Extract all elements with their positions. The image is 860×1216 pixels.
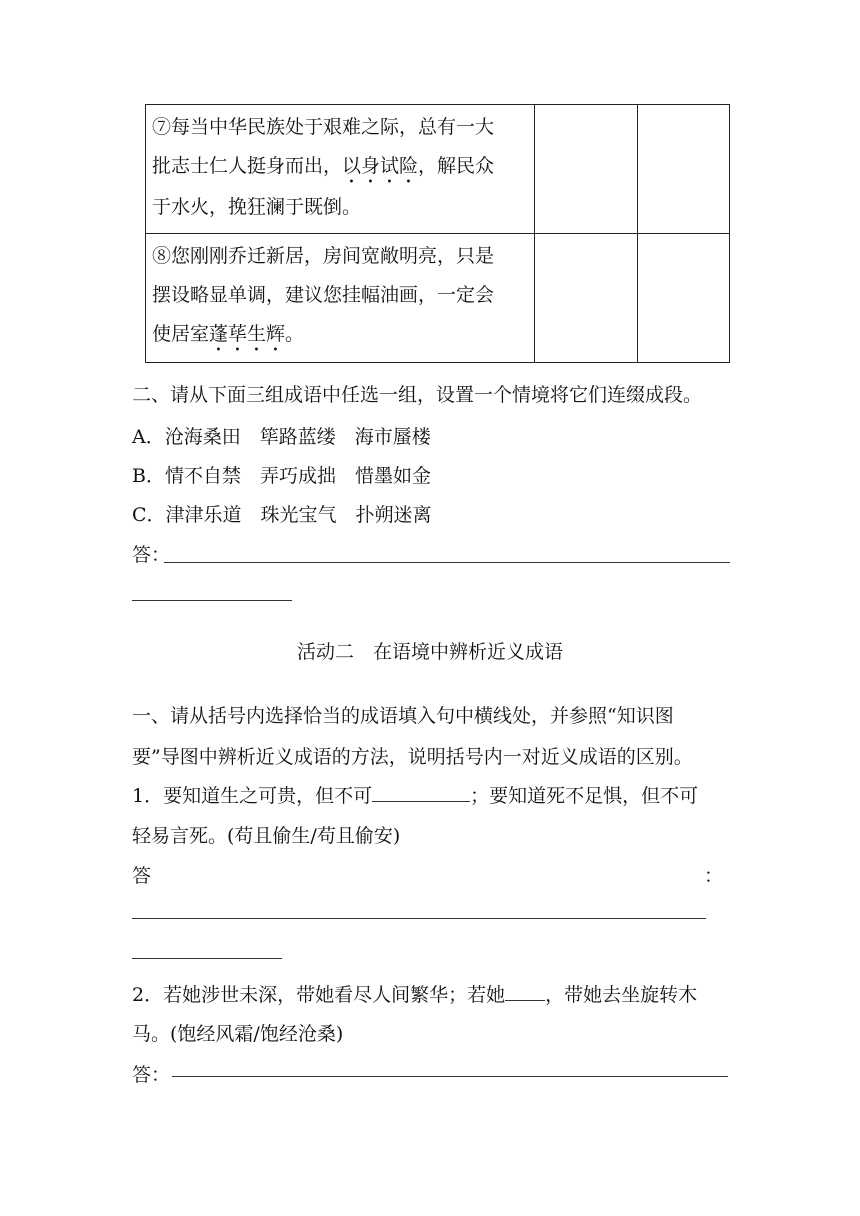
- answer-line[interactable]: [164, 562, 730, 563]
- question-text: ，带她去坐旋转木: [545, 984, 698, 1006]
- option-c: C．津津乐道 珠光宝气 扑朔迷离: [132, 504, 432, 526]
- answer-line[interactable]: [132, 600, 292, 601]
- sentence-line: 摆设略显单调，建议您挂幅油画，一定会: [152, 284, 495, 306]
- sentence-line: ⑧您刚刚乔迁新居，房间宽敞明亮，只是: [152, 245, 495, 267]
- option-b: B．情不自禁 弄巧成拙 惜墨如金: [132, 465, 431, 487]
- sentence-line: 批志士仁人挺身而出，以身试险，解民众: [152, 155, 495, 177]
- sentence-cell-7: [146, 105, 535, 234]
- answer-line[interactable]: [132, 958, 282, 959]
- answer-line[interactable]: [132, 918, 706, 919]
- activity-prompt-line: 一、请从括号内选择恰当的成语填入句中横线处，并参照“知识图: [132, 705, 674, 727]
- answer-label: 答: [132, 865, 152, 887]
- section2-prompt: 二、请从下面三组成语中任选一组，设置一个情境将它们连缀成段。: [132, 384, 703, 406]
- sentence-line: 于水火，挽狂澜于既倒。: [152, 196, 362, 218]
- sentence-cell-8: [146, 234, 535, 363]
- table-row: [146, 105, 730, 234]
- sentence-line: 使居室蓬荜生辉。: [152, 323, 305, 345]
- question-1: [132, 781, 698, 808]
- question-text: ；要知道死不足惧，但不可: [470, 785, 699, 807]
- emphasized-idiom: 以身试险: [342, 155, 419, 177]
- option-a: A．沧海桑田 筚路蓝缕 海市蜃楼: [132, 426, 431, 448]
- exercise-table: [145, 104, 730, 363]
- question-1-line2: 轻易言死。(苟且偷生/苟且偷安): [132, 825, 401, 847]
- correction-cell[interactable]: [638, 234, 730, 363]
- question-2: [132, 980, 697, 1007]
- emphasized-idiom: 蓬荜生辉: [209, 323, 286, 345]
- answer-line[interactable]: [172, 1076, 728, 1077]
- question-2-line2: 马。(饱经风霜/饱经沧桑): [132, 1023, 344, 1045]
- answer-colon: ：: [704, 865, 724, 887]
- correction-cell[interactable]: [638, 105, 730, 234]
- activity-title: 活动二 在语境中辨析近义成语: [296, 641, 563, 663]
- sentence-line: ⑦每当中华民族处于艰难之际，总有一大: [152, 116, 495, 138]
- table-row: [146, 234, 730, 363]
- answer-label: 答：: [132, 544, 171, 566]
- answer-label: 答：: [132, 1064, 171, 1086]
- fill-blank[interactable]: [505, 982, 545, 1001]
- question-text: 1．要知道生之可贵，但不可: [132, 785, 373, 807]
- judgement-cell[interactable]: [535, 234, 638, 363]
- activity-prompt-line: 要”导图中辨析近义成语的方法，说明括号内一对近义成语的区别。: [132, 746, 693, 768]
- judgement-cell[interactable]: [535, 105, 638, 234]
- fill-blank[interactable]: [372, 783, 470, 802]
- question-text: 2．若她涉世未深，带她看尽人间繁华；若她: [132, 984, 506, 1006]
